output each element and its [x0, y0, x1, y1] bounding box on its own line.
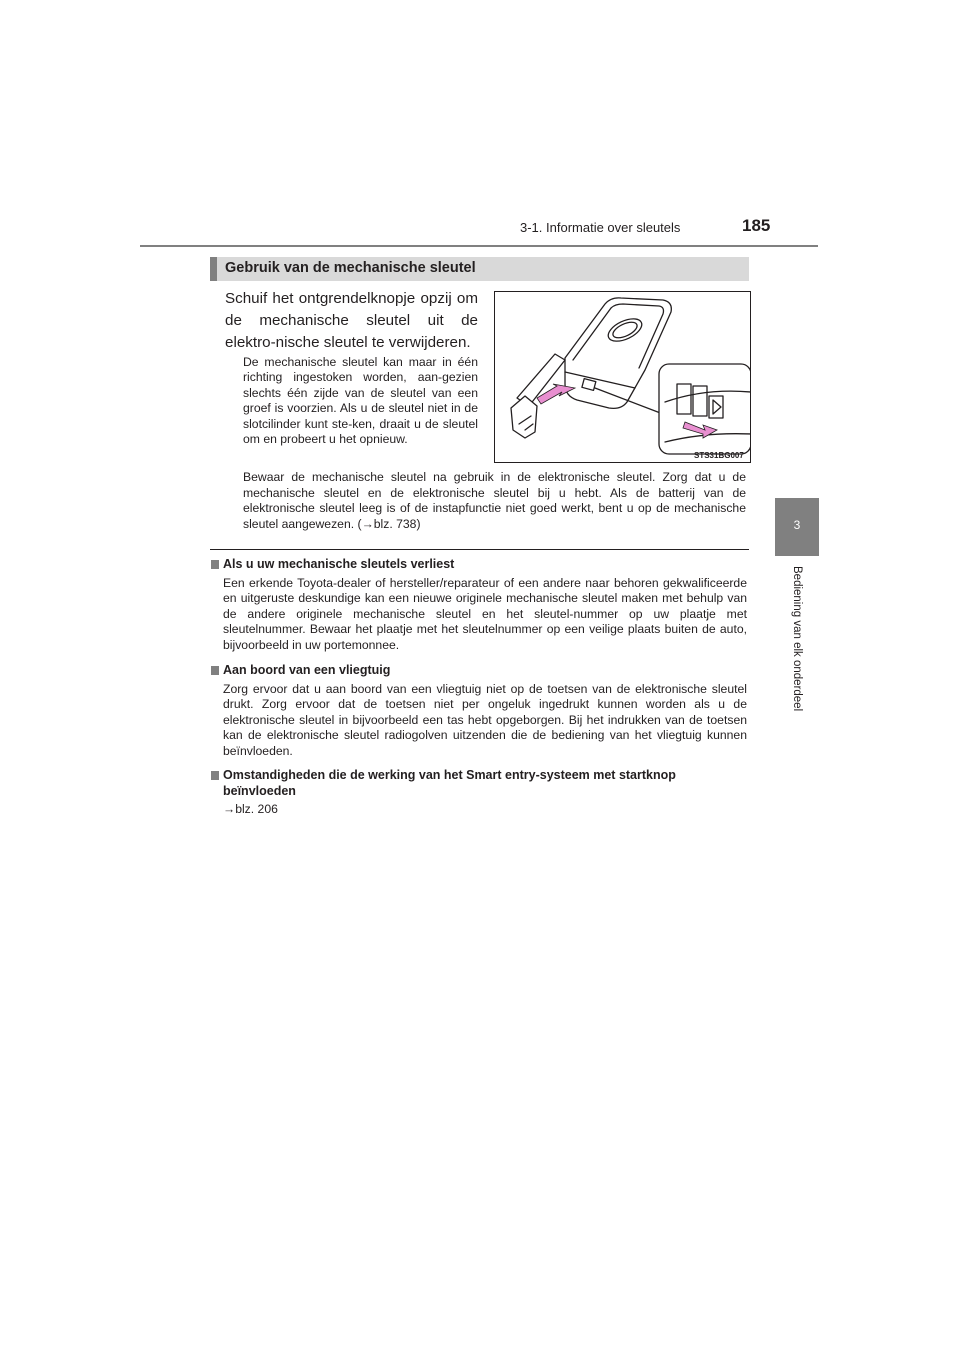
info-item — [211, 663, 747, 759]
bullet-square-icon — [211, 666, 219, 675]
info-item-heading — [211, 557, 747, 573]
info-item-body: Een erkende Toyota-dealer of hersteller/reparateur of een andere naar behoren gekwalificeerde en uitgeruste deskundige kan een nieuwe originele mechanische sleutel maken met behulp van de andere originele mechanische sleutel en het sleutel-nummer op uw plaatje met sleutelnummer. Bewaar het plaatje met het sleutelnummer op een veilige plaats buiten de auto, bijvoorbeeld in uw portemonnee. — [223, 575, 747, 652]
section-heading-marker — [210, 257, 217, 281]
note-paragraph-2: Bewaar de mechanische sleutel na gebruik in de elektronische sleutel. Zorg dat u de mechanische sleutel en de elektronische sleutel bij u hebt. Als de batterij van de elektronische sleutel leeg is of de instapfunctie niet goed werkt, bent u op de mechanische sleutel aangewezen. (→blz. 738) — [243, 470, 746, 531]
header-divider — [140, 245, 818, 247]
section-heading: Gebruik van de mechanische sleutel — [225, 260, 476, 276]
figure-code: STS31BG007 — [694, 451, 744, 460]
info-item-heading — [211, 663, 747, 679]
header-section-title: 3-1. Informatie over sleutels — [520, 220, 681, 235]
note-paragraph: De mechanische sleutel kan maar in één richting ingestoken worden, aan-gezien slechts één zijde van de sleutel van een groef is voorzien. Als u de sleutel niet in de slotcilinder kunt ste-ken, draait u de sleutel om en probeert u het opnieuw. — [243, 355, 478, 447]
info-item-body: Zorg ervoor dat u aan boord van een vliegtuig niet op de toetsen van de elektronische sleutel drukt. Zorg ervoor dat de toetsen niet per ongeluk ingedrukt kunnen worden als u de elektronische sleutel in bijvoorbeeld een tas hebt opgeborgen. Bij het indrukken van de toetsen kan de elektronische sleutel radiogolven uitzenden die de bediening van het vliegtuig kunnen beïnvloeden. — [223, 681, 747, 758]
page-number: 185 — [742, 216, 771, 235]
info-item — [211, 768, 747, 818]
info-item-heading-text: Aan boord van een vliegtuig — [223, 663, 391, 677]
info-item-heading-text: Als u uw mechanische sleutels verliest — [223, 557, 455, 571]
bullet-square-icon — [211, 560, 219, 569]
info-item — [211, 557, 747, 653]
info-item-heading-text: Omstandigheden die de werking van het Smart entry-systeem met startknop beïnvloeden — [223, 768, 676, 798]
bullet-square-icon — [211, 771, 219, 780]
page-reference-link[interactable]: →blz. 206 — [223, 802, 278, 816]
info-item-heading — [211, 768, 747, 799]
intro-paragraph: Schuif het ontgrendelknopje opzij om de mechanische sleutel uit de elektro-nische sleutel te verwijderen. — [225, 290, 478, 351]
chapter-tab-number: 3 — [793, 518, 801, 532]
key-illustration — [494, 291, 751, 463]
chapter-tab-label-wrap — [787, 566, 807, 731]
chapter-tab-label: Bediening van elk onderdeel — [791, 566, 803, 712]
section-divider — [210, 549, 749, 550]
